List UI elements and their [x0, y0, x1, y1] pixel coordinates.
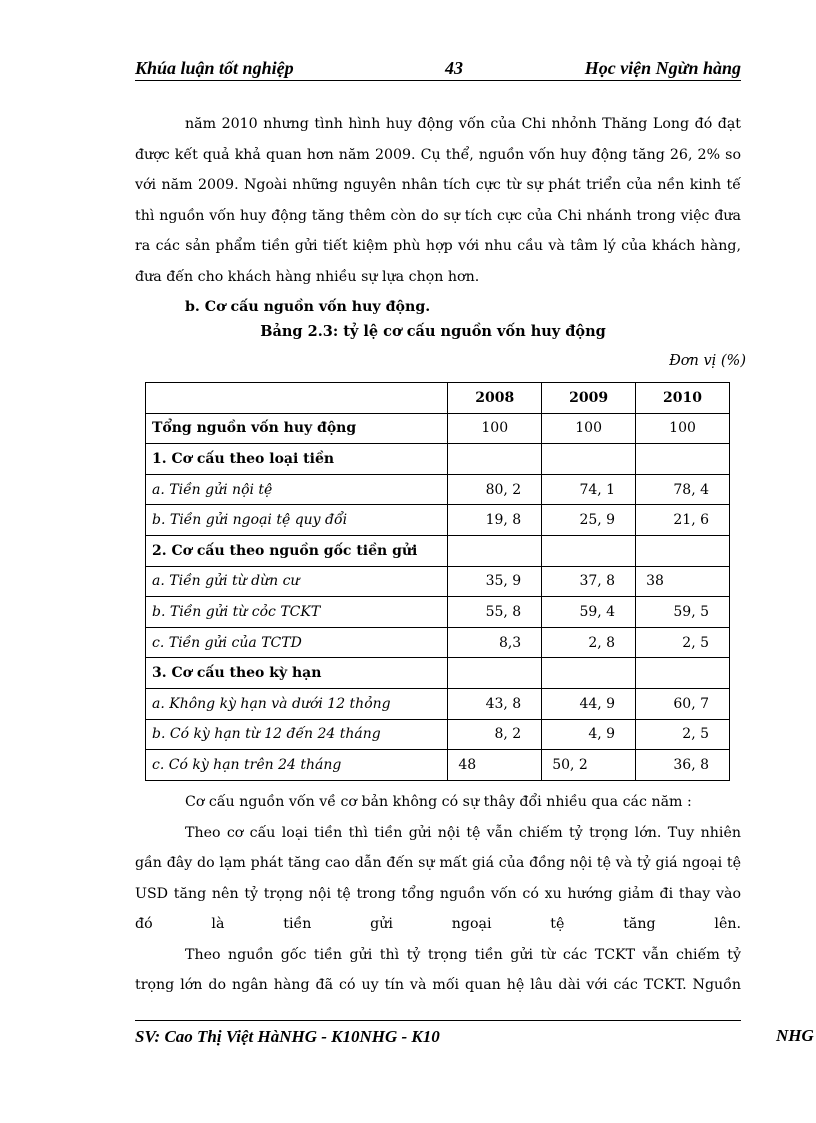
text-line: đó là tiền gửi ngoại tệ tăng lên.: [135, 916, 741, 932]
text-line: ra các sản phẩm tiền gửi tiết kiệm phù hợp với nhu cầu và tâm lý của khách hàng,: [135, 238, 741, 254]
paragraph-2: [135, 787, 741, 1001]
table-group-row: [146, 658, 730, 689]
text-line: gần đây do lạm phát tăng cao dẫn đến sự mất giá của đồng nội tệ và tỷ giá ngoại tệ: [135, 855, 741, 871]
year-header: 2008: [448, 383, 542, 414]
text-line: Cơ cấu nguồn vốn về cơ bản không có sự thây đổi nhiều qua các năm :: [185, 794, 692, 810]
group-label: 1. Cơ cấu theo loại tiền: [146, 444, 448, 475]
cell-value: 2, 8: [542, 627, 636, 658]
cell-value: 2, 5: [636, 719, 730, 750]
page-header: [135, 58, 741, 81]
capital-structure-table: [145, 382, 730, 781]
footer-right-code: NHG: [776, 1026, 814, 1045]
cell-value: 60, 7: [636, 688, 730, 719]
text-line: đưa đến cho khách hàng nhiều sự lựa chọn hơn.: [135, 268, 480, 285]
cell-value: 21, 6: [636, 505, 730, 536]
cell-value: 74, 1: [542, 474, 636, 505]
text-line: với năm 2009. Ngoài những nguyên nhân tích cực từ sự phát triển của nền kinh tế: [135, 177, 741, 193]
cell-value: 80, 2: [448, 474, 542, 505]
cell-value: 43, 8: [448, 688, 542, 719]
year-header: 2009: [542, 383, 636, 414]
table-title: Bảng 2.3: tỷ lệ cơ cấu nguồn vốn huy động: [260, 323, 606, 340]
row-label: c. Tiền gửi của TCTD: [146, 627, 448, 658]
row-label: a. Không kỳ hạn và dưới 12 thỏng: [146, 688, 448, 719]
table-row: [146, 688, 730, 719]
cell-value: 8, 2: [448, 719, 542, 750]
cell-value: 25, 9: [542, 505, 636, 536]
section-heading: b. Cơ cấu nguồn vốn huy động.: [185, 299, 431, 315]
cell-value: 55, 8: [448, 597, 542, 628]
footer-student: SV: Cao Thị Việt HàNHG - K10NHG - K10: [135, 1027, 440, 1046]
cell-value: 35, 9: [448, 566, 542, 597]
group-label: 3. Cơ cấu theo kỳ hạn: [146, 658, 448, 689]
header-thesis-title: Khúa luận tốt nghiệp: [135, 58, 294, 78]
text-line: Theo cơ cấu loại tiền thì tiền gửi nội tệ vẫn chiếm tỷ trọng lớn. Tuy nhiên: [185, 824, 741, 841]
table-row: [146, 750, 730, 781]
table-row: [146, 505, 730, 536]
cell-value: 48: [448, 750, 542, 781]
cell-value: 4, 9: [542, 719, 636, 750]
cell-value: 44, 9: [542, 688, 636, 719]
cell-value: 19, 8: [448, 505, 542, 536]
group-label: 2. Cơ cấu theo nguồn gốc tiền gửi: [146, 535, 448, 566]
header-institution: Học viện Ngừn hàng: [584, 58, 741, 78]
year-header: 2010: [636, 383, 730, 414]
table-group-row: [146, 535, 730, 566]
table-unit: Đơn vị (%): [669, 353, 746, 369]
cell-value: 100: [542, 413, 636, 444]
row-label: b. Có kỳ hạn từ 12 đến 24 tháng: [146, 719, 448, 750]
page-footer: [135, 1020, 741, 1046]
text-line: thì nguồn vốn huy động tăng thêm còn do sự tích cực của Chi nhánh trong việc đưa: [135, 207, 741, 224]
cell-value: 37, 8: [542, 566, 636, 597]
cell-value: 50, 2: [542, 750, 636, 781]
table-row: [146, 474, 730, 505]
cell-value: 2, 5: [636, 627, 730, 658]
text-line: trọng lớn do ngân hàng đã có uy tín và mối quan hệ lâu dài với các TCKT. Nguồn: [135, 977, 741, 993]
cell-value: 100: [448, 413, 542, 444]
table-row: [146, 413, 730, 444]
table-group-row: [146, 444, 730, 475]
table-header-row: [146, 383, 730, 414]
cell-value: 8,3: [448, 627, 542, 658]
text-line: được kết quả khả quan hơn năm 2009. Cụ thể, nguồn vốn huy động tăng 26, 2% so: [135, 146, 741, 163]
row-label: c. Có kỳ hạn trên 24 tháng: [146, 750, 448, 781]
row-label: b. Tiền gửi từ cỏc TCKT: [146, 597, 448, 628]
row-label: b. Tiền gửi ngoại tệ quy đổi: [146, 505, 448, 536]
text-line: năm 2010 nhưng tình hình huy động vốn của Chi nhỏnh Thăng Long đó đạt: [185, 116, 741, 132]
table-row: [146, 597, 730, 628]
cell-value: 78, 4: [636, 474, 730, 505]
cell-value: 59, 5: [636, 597, 730, 628]
text-line: USD tăng nên tỷ trọng nội tệ trong tổng nguồn vốn có xu hướng giảm đi thay vào: [135, 885, 741, 902]
table-row: [146, 627, 730, 658]
cell-value: 38: [636, 566, 730, 597]
row-label: a. Tiền gửi nội tệ: [146, 474, 448, 505]
cell-value: 100: [636, 413, 730, 444]
table-row: [146, 719, 730, 750]
table-row: [146, 566, 730, 597]
row-label: a. Tiền gửi từ dừn cư: [146, 566, 448, 597]
cell-value: 36, 8: [636, 750, 730, 781]
page-number: 43: [445, 58, 463, 78]
paragraph-1: [135, 109, 741, 323]
row-label: Tổng nguồn vốn huy động: [146, 413, 448, 444]
text-line: Theo nguồn gốc tiền gửi thì tỷ trọng tiền gửi từ các TCKT vẫn chiếm tỷ: [185, 946, 741, 963]
cell-value: 59, 4: [542, 597, 636, 628]
